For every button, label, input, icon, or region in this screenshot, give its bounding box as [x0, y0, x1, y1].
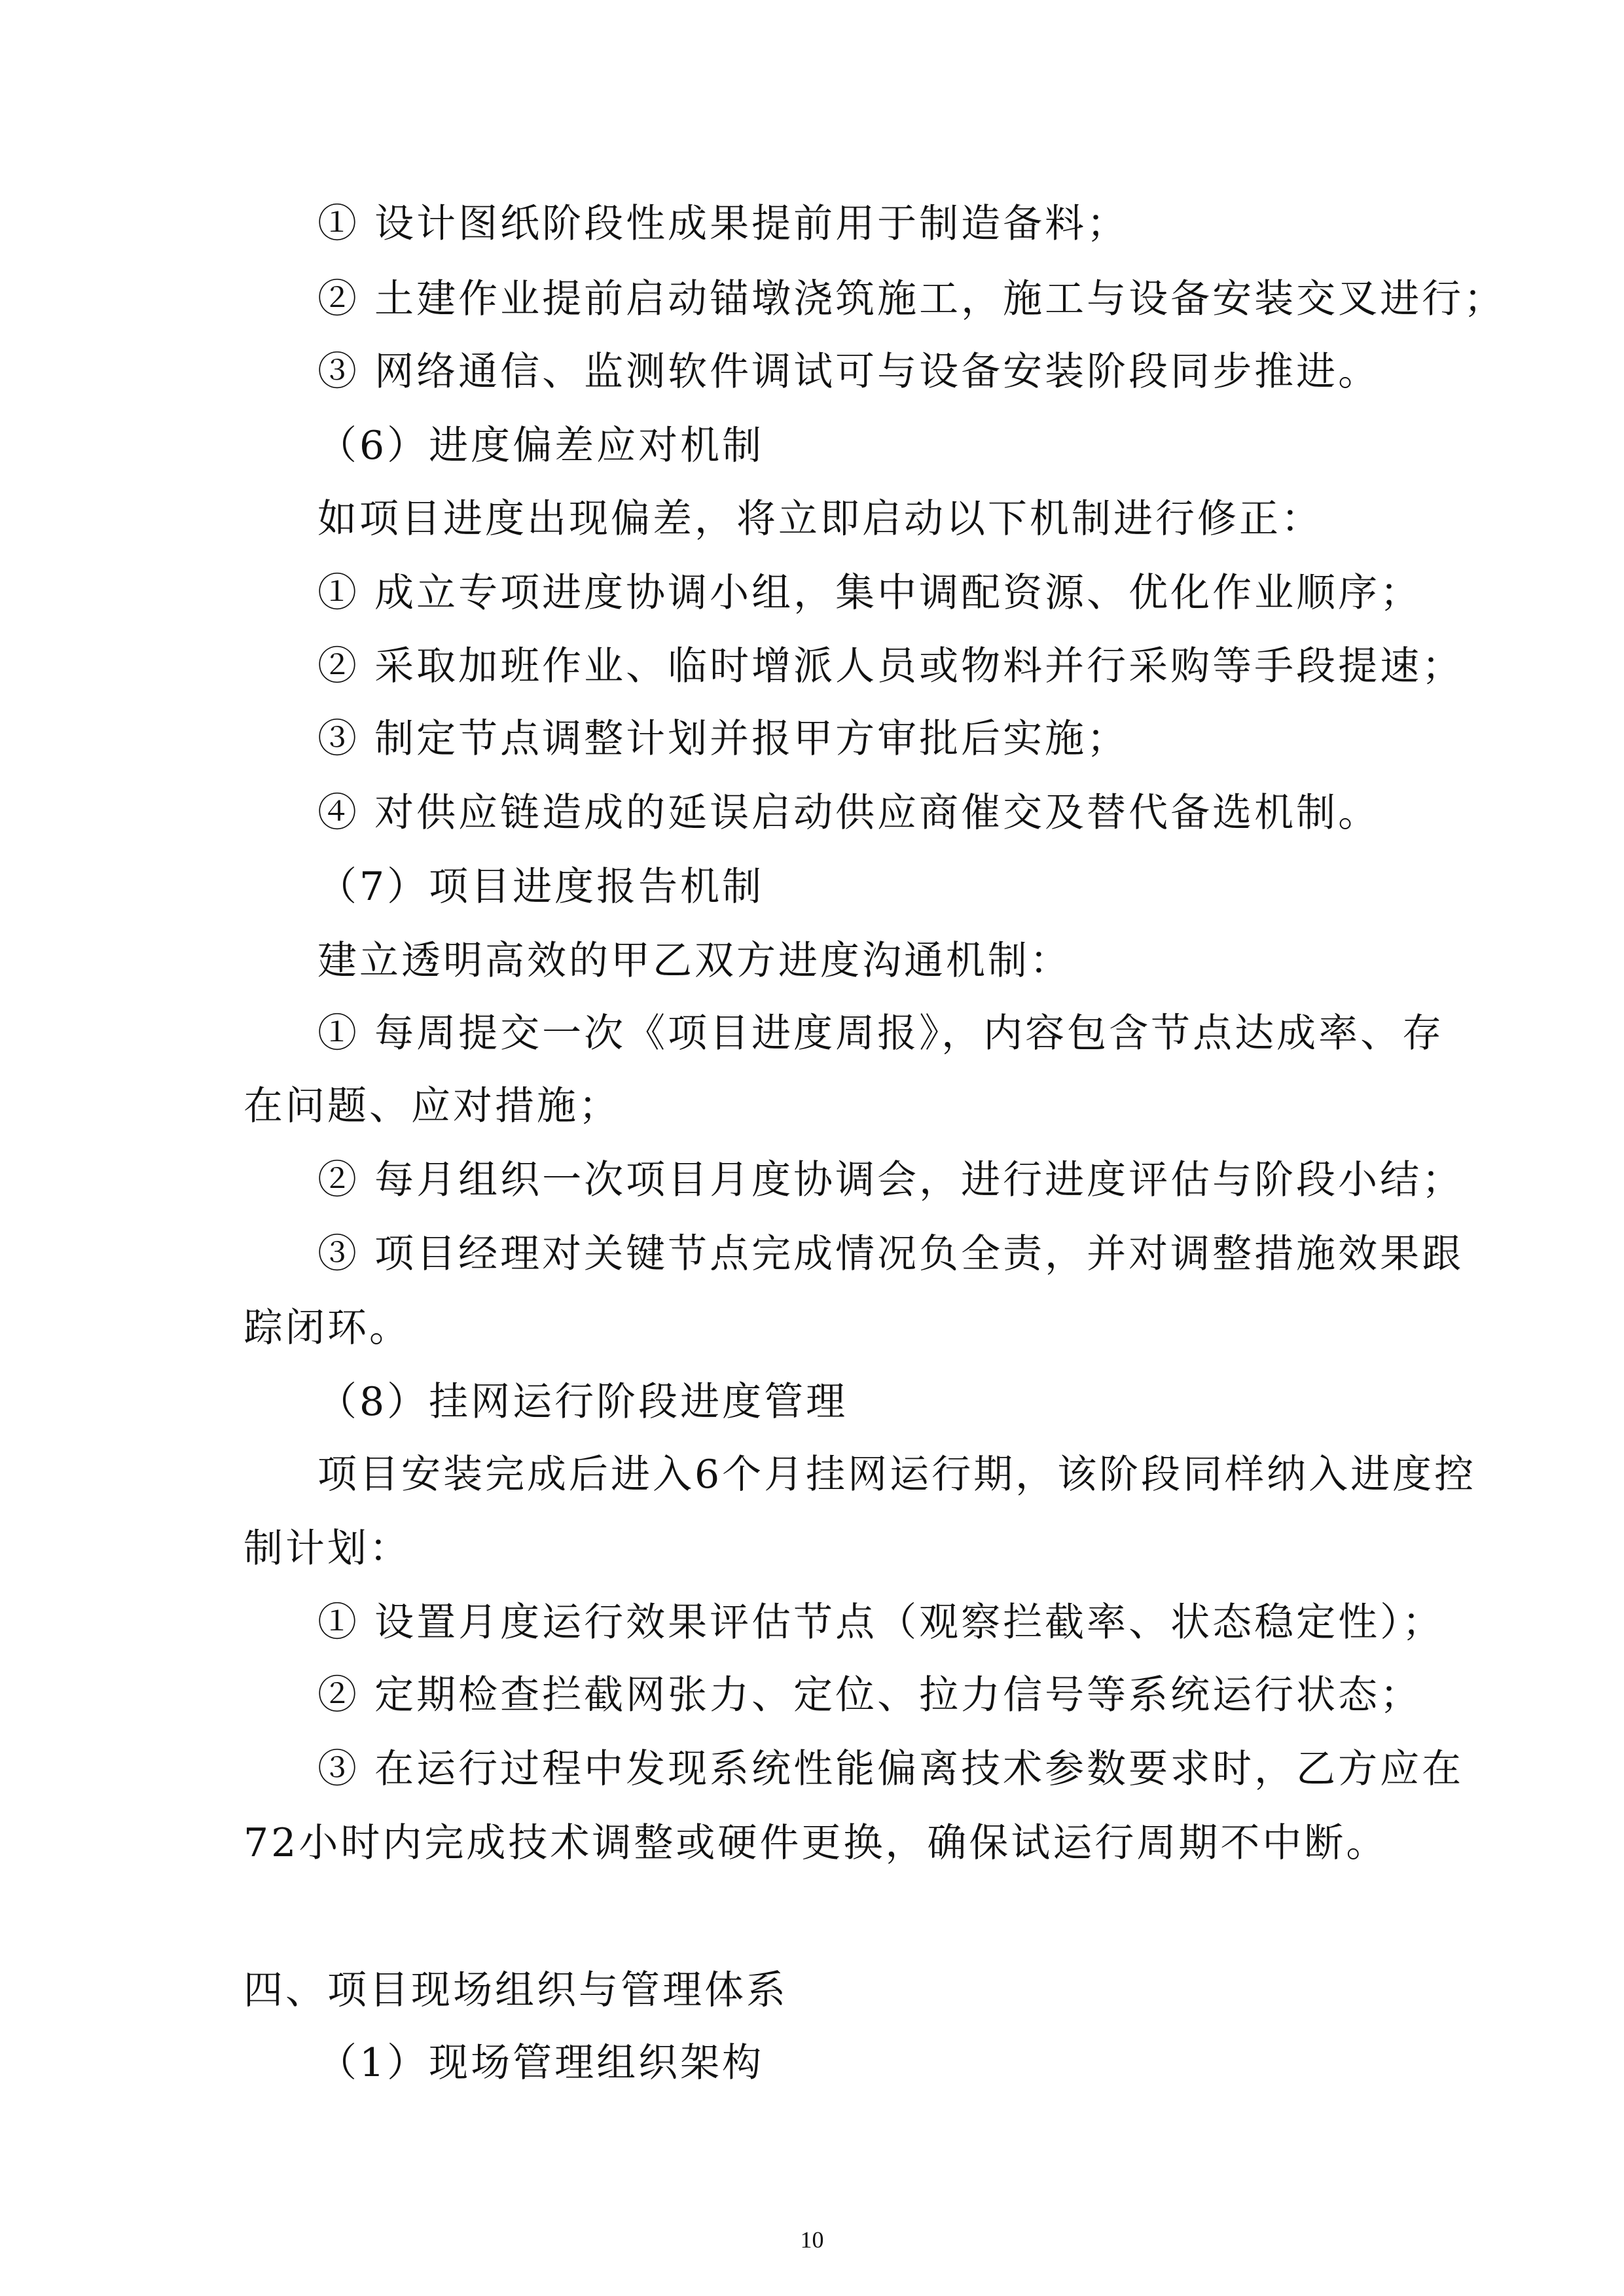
list-item-continuation: 踪闭环。 — [244, 1305, 411, 1351]
section-heading: （1）现场管理组织架构 — [317, 2040, 765, 2086]
chapter-heading: 四、项目现场组织与管理体系 — [244, 1967, 788, 2013]
paragraph-line: 项目安装完成后进入6个月挂网运行期，该阶段同样纳入进度控 — [317, 1452, 1477, 1498]
list-item: ① 成立专项进度协调小组，集中调配资源、优化作业顺序； — [317, 570, 1422, 616]
paragraph-continuation: 制计划： — [244, 1526, 411, 1571]
list-item: ④ 对供应链造成的延误启动供应商催交及替代备选机制。 — [317, 790, 1380, 836]
list-item: ③ 项目经理对关键节点完成情况负全责，并对调整措施效果跟 — [317, 1231, 1464, 1277]
list-item: ② 采取加班作业、临时增派人员或物料并行采购等手段提速； — [317, 643, 1464, 689]
list-item: ② 每月组织一次项目月度协调会，进行进度评估与阶段小结； — [317, 1157, 1464, 1203]
list-item-continuation: 72小时内完成技术调整或硬件更换，确保试运行周期不中断。 — [244, 1820, 1388, 1866]
list-item: ① 每周提交一次《项目进度周报》，内容包含节点达成率、存 — [317, 1011, 1445, 1056]
list-item-continuation: 在问题、应对措施； — [244, 1083, 621, 1129]
paragraph-line: 如项目进度出现偏差，将立即启动以下机制进行修正： — [317, 496, 1323, 542]
list-item: ② 定期检查拦截网张力、定位、拉力信号等系统运行状态； — [317, 1672, 1422, 1718]
section-heading: （7）项目进度报告机制 — [317, 864, 765, 910]
section-heading: （6）进度偏差应对机制 — [317, 423, 765, 469]
list-item: ② 土建作业提前启动锚墩浇筑施工，施工与设备安装交叉进行； — [317, 276, 1506, 322]
list-item: ① 设置月度运行效果评估节点（观察拦截率、状态稳定性）； — [317, 1600, 1445, 1645]
page-number: 10 — [800, 2227, 824, 2253]
list-item: ③ 网络通信、监测软件调试可与设备安装阶段同步推进。 — [317, 349, 1380, 395]
list-item: ③ 制定节点调整计划并报甲方审批后实施； — [317, 716, 1129, 762]
paragraph-line: 建立透明高效的甲乙双方进度沟通机制： — [317, 938, 1072, 984]
section-heading: （8）挂网运行阶段进度管理 — [317, 1379, 848, 1425]
list-item: ① 设计图纸阶段性成果提前用于制造备料； — [317, 201, 1129, 247]
list-item: ③ 在运行过程中发现系统性能偏离技术参数要求时，乙方应在 — [317, 1746, 1464, 1792]
